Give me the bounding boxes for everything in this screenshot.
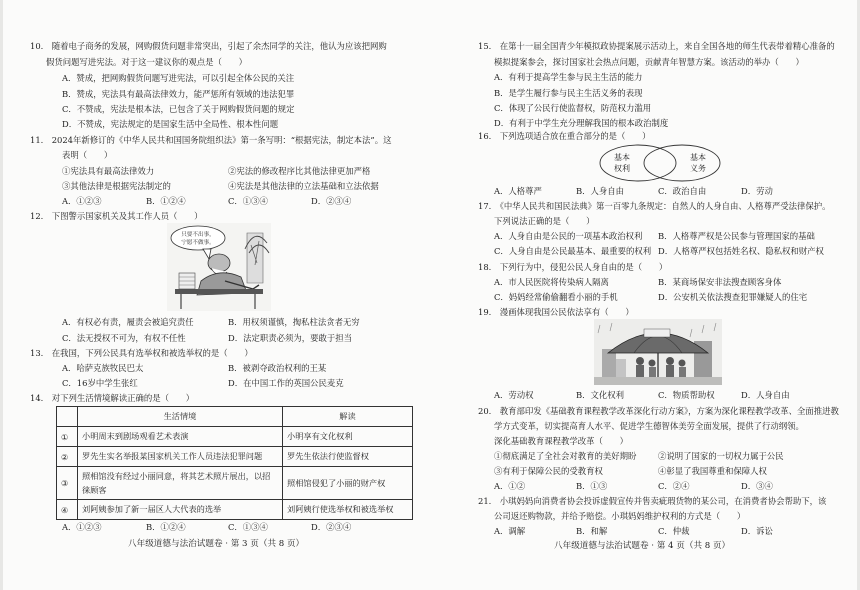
q13-option-a: A．哈萨克族牧民巴太 [62,363,144,373]
row-number: ④ [57,500,78,520]
q12-option-b: B．用权须谨慎，掏私柱法贪者无穷 [228,317,360,327]
q18-option-a: A．市人民医院将传染病人隔离 [494,277,609,287]
q19-option-c: C．物质帮助权 [658,390,715,400]
q11-stem-line1: 11. 2024年新修订的《中华人民共和国国务院组织法》第一条写明：“根据宪法，制定本法”。这 [30,135,392,145]
table-header-situation: 生活情境 [78,407,283,427]
q16-stem: 16. 下列选项适合放在重合部分的是（ ） [478,131,651,141]
q11-statement-2: ②宪法的修改程序比其他法律更加严格 [228,166,371,176]
row-reading: 刘阿姨行使选举权和被选举权 [283,500,413,520]
q13-option-d: D．在中国工作的英国公民麦克 [228,378,344,388]
q17-option-b: B．人格尊严权是公民参与管理国家的基础 [658,231,815,241]
q11-option-d: D．②③④ [311,196,352,206]
row-situation: 小明周末到剧场观看艺术表演 [78,427,283,447]
q15-stem-line1: 15. 在第十一届全国青少年模拟政协提案展示活动上，来自全国各地的师生代表带着精心准备的 [478,41,835,51]
q20-option-a: A．①② [494,481,526,491]
q10-option-b: B．赞成，宪法具有最高法律效力，能严惩所有领域的违法犯罪 [62,89,295,99]
q12-stem: 12. 下图警示国家机关及其工作人员（ ） [30,211,203,221]
table-header-reading: 解读 [283,407,413,427]
q11-statement-4: ④宪法是其他法律的立法基础和立法依据 [228,181,379,191]
q15-stem-line2: 模拟提案参会，探讨国家社会热点问题，贡献青年智慧方案。该活动的举办（ ） [494,57,804,67]
q10-option-a: A．赞成，把网购假货问题写进宪法，可以引起全体公民的关注 [62,73,295,83]
q16-option-b: B．人身自由 [576,186,625,196]
q20-statement-4: ④彰显了我国尊重和保障人权 [658,466,767,476]
q14-option-d: D．②③④ [311,522,352,532]
q13-option-c: C．16岁中学生张红 [62,378,138,388]
q17-stem-line2: 下列说法正确的是（ ） [494,216,595,226]
q19-option-a: A．劳动权 [494,390,534,400]
q12-option-a: A．有权必有责，履责会被追究责任 [62,317,194,327]
q20-option-d: D．③④ [741,481,773,491]
table-row [57,500,413,520]
q19-option-d: D．人身自由 [741,390,790,400]
q13-option-b: B．被剥夺政治权利的王某 [228,363,327,373]
q10-stem-line2: 假货问题写进宪法。对于这一建议你的观点是（ ） [46,57,247,67]
q20-stem-line2: 学方式变革，切实提高育人水平、促进学生德智体美劳全面发展，提供了行动纲领。 [494,421,804,431]
q11-statement-3: ③其他法律是根据宪法制定的 [62,181,171,191]
q12-option-c: C．法无授权不可为，有权不任性 [62,333,186,343]
q21-stem-line1: 21. 小琪妈妈向消费者协会投诉虚假宣传并售卖疵瑕货物的某公司，在消费者协会帮助下，该 [478,496,827,506]
q10-stem-line1: 10. 随着电子商务的发展，网购假货问题非常突出，引起了余杰同学的关注，他认为应该把网购 [30,41,387,51]
bubble-text-1: 只要不出事， [181,232,215,238]
q16-option-a: A．人格尊严 [494,186,542,196]
row-situation: 照相馆没有经过小丽同意，将其艺术照片展出，以招徕顾客 [78,467,283,500]
q19-stem: 19. 漫画体现我国公民依法享有（ ） [478,307,634,317]
q18-option-d: D．公安机关依法搜查犯罪嫌疑人的住宅 [658,292,808,302]
q20-stem-line3: 深化基础教育课程教学改革（ ） [494,436,628,446]
q11-statement-1: ①宪法具有最高法律效力 [62,166,155,176]
q15-option-b: B．是学生履行参与民主生活义务的表现 [494,88,643,98]
q11-option-c: C．①③④ [228,196,268,206]
page-footer-3: 八年级道德与法治试题卷 · 第 3 页（共 8 页） [128,539,305,549]
q17-stem-line1: 17. 《中华人民共和国民法典》第一百零九条规定：自然人的人身自由、人格尊严受法律保护。 [478,201,831,211]
q12-option-d: D．法定职责必须为，要敢于担当 [228,333,352,343]
q21-option-d: D．诉讼 [741,526,773,536]
q10-option-c: C．不赞成，宪法是根本法，已包含了关于网购假货问题的规定 [62,104,295,114]
q15-option-c: C．体现了公民行使监督权，防范权力滥用 [494,103,652,113]
q14-option-c: C．①③④ [228,522,268,532]
venn-left-label-2: 权利 [614,164,630,173]
q10-option-d: D．不赞成，宪法规定的是国家生活中全局性、根本性问题 [62,119,279,129]
q16-option-c: C．政治自由 [658,186,707,196]
row-number: ② [57,447,78,467]
umbrella-cartoon-image [594,319,722,385]
q17-option-d: D．人格尊严权包括姓名权、隐私权和财产权 [658,246,824,256]
q20-statement-2: ②说明了国家的一切权力属于公民 [658,451,784,461]
row-number: ① [57,427,78,447]
q20-statement-1: ①彻底满足了全社会对教育的美好期盼 [494,451,637,461]
q11-option-b: B．①②④ [146,196,186,206]
q18-option-b: B．某商场保安非法搜查顾客身体 [658,277,782,287]
bubble-text-2: 宁愿不做事。 [181,240,215,246]
q20-option-b: B．①③ [576,481,608,491]
q21-option-b: B．和解 [576,526,608,536]
table-row [57,447,413,467]
q16-option-d: D．劳动 [741,186,773,196]
q21-option-c: C．仲裁 [658,526,690,536]
q18-stem: 18. 下列行为中，侵犯公民人身自由的是（ ） [478,262,668,272]
q14-stem: 14. 对下列生活情境解读正确的是（ ） [30,393,195,403]
venn-right-label-2: 义务 [690,164,706,173]
q15-option-d: D．有利于中学生充分理解我国的根本政治制度 [494,118,669,128]
venn-diagram [598,143,722,183]
q13-stem: 13. 在我国，下列公民具有选举权和被选举权的是（ ） [30,348,253,358]
q21-stem-line2: 公司返还购物款，并给予赔偿。小琪妈妈维护权利的方式是（ ） [494,511,746,521]
table-row [57,427,413,447]
q15-option-a: A．有利于提高学生参与民主生活的能力 [494,72,643,82]
q18-option-c: C．妈妈经常偷偷翻看小丽的手机 [494,292,618,302]
q20-stem-line1: 20. 教育部印发《基础教育课程教学改革深化行动方案》，方案为深化课程教学改革、全面推进教 [478,406,839,416]
row-reading: 小明享有文化权利 [283,427,413,447]
row-number: ③ [57,467,78,500]
q14-option-b: B．①②④ [146,522,186,532]
row-reading: 罗先生依法行使监督权 [283,447,413,467]
row-reading: 照相馆侵犯了小丽的财产权 [283,467,413,500]
page-footer-4: 八年级道德与法治试题卷 · 第 4 页（共 8 页） [554,541,731,551]
official-cartoon-image [167,223,271,311]
table-header-row [57,407,413,427]
table-row [57,467,413,500]
venn-right-label-1: 基本 [690,153,706,162]
row-situation: 罗先生实名举报某国家机关工作人员违法犯罪问题 [78,447,283,467]
exam-page-4 [430,0,860,590]
q14-situation-table [56,406,413,520]
q11-option-a: A．①②③ [62,196,102,206]
q19-option-b: B．文化权利 [576,390,625,400]
venn-left-label-1: 基本 [614,153,630,162]
row-situation: 刘阿姨参加了新一届区人大代表的选举 [78,500,283,520]
q20-option-c: C．②④ [658,481,690,491]
q17-option-c: C．人身自由是公民最基本、最重要的权利 [494,246,652,256]
q14-option-a: A．①②③ [62,522,102,532]
q21-option-a: A．调解 [494,526,526,536]
q20-statement-3: ③有利于保障公民的受教育权 [494,466,603,476]
q11-stem-line2: 表明（ ） [62,150,113,160]
q17-option-a: A．人身自由是公民的一项基本政治权利 [494,231,643,241]
